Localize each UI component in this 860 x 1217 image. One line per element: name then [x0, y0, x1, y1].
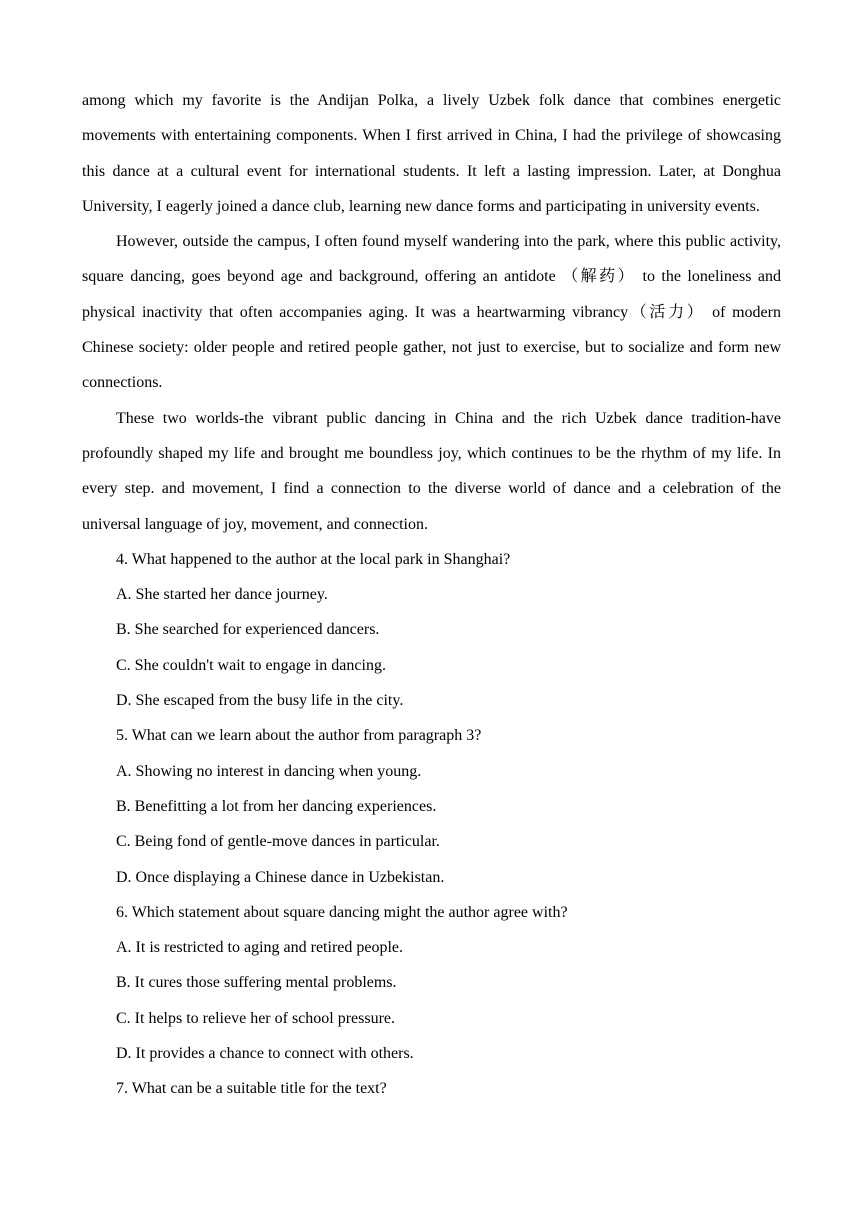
answer-option: C. It helps to relieve her of school pressure. — [116, 1009, 396, 1027]
question-stem: 4. What happened to the author at the local park in Shanghai? — [116, 550, 511, 568]
answer-option: D. She escaped from the busy life in the city. — [116, 692, 404, 710]
answer-option: B. Benefitting a lot from her dancing experiences. — [116, 797, 437, 815]
document-content — [82, 83, 781, 1107]
answer-option: A. Showing no interest in dancing when young. — [116, 762, 422, 780]
question-stem: 6. Which statement about square dancing might the author agree with? — [116, 903, 568, 921]
answer-option: C. She couldn't wait to engage in dancing. — [116, 656, 386, 674]
question-6 — [82, 895, 781, 1071]
answer-option: D. Once displaying a Chinese dance in Uzbekistan. — [116, 868, 445, 886]
question-7 — [82, 1071, 781, 1106]
answer-option: A. She started her dance journey. — [116, 586, 328, 604]
answer-option: B. It cures those suffering mental problems. — [116, 974, 397, 992]
answer-option: C. Being fond of gentle-move dances in particular. — [116, 833, 440, 851]
answer-option: B. She searched for experienced dancers. — [116, 621, 380, 639]
passage-paragraph-2: However, outside the campus, I often found myself wandering into the park, where this public activity, square dancing, goes beyond age and background, offering an antidote （解药） to the loneliness and physical inactivity that often accompanies aging. It was a heartwarming vibrancy（活力） of modern Chinese society: older people and retired people gather, not just to exercise, but to socialize and form new connections. — [82, 233, 781, 392]
passage-paragraph-1: among which my favorite is the Andijan Polka, a lively Uzbek folk dance that combines energetic movements with entertaining components. When I first arrived in China, I had the privilege of showcasing this dance at a cultural event for international students. It left a lasting impression. Later, at Donghua University, I eagerly joined a dance club, learning new dance forms and participating in university events. — [82, 92, 781, 215]
passage-paragraph-3: These two worlds-the vibrant public dancing in China and the rich Uzbek dance tradition-have profoundly shaped my life and brought me boundless joy, which continues to be the rhythm of my life. In every step. and movement, I find a connection to the diverse world of dance and a celebration of the universal language of joy, movement, and connection. — [82, 409, 781, 533]
question-stem: 7. What can be a suitable title for the text? — [116, 1080, 387, 1098]
answer-option: A. It is restricted to aging and retired people. — [116, 939, 404, 957]
question-4 — [82, 542, 781, 718]
question-stem: 5. What can we learn about the author from paragraph 3? — [116, 727, 482, 745]
answer-option: D. It provides a chance to connect with others. — [116, 1045, 414, 1063]
question-5 — [82, 718, 781, 894]
